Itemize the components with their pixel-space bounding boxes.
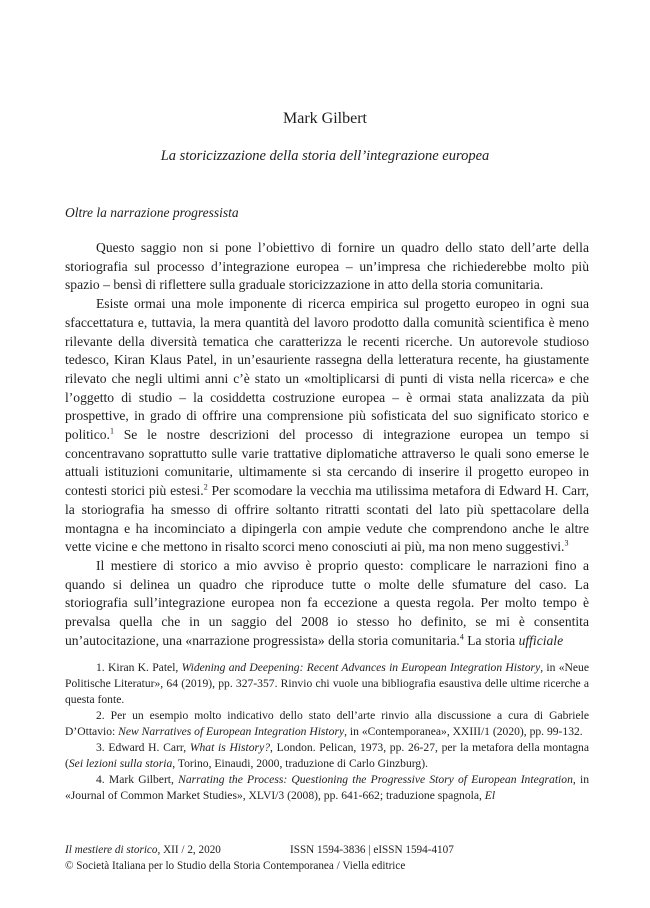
- footnote-4-title-1: Narrating the Process: Questioning the Progressive Story of European Integration: [178, 773, 573, 786]
- footnote-4-text-b: , in «Journal of Common Market Studies», XLVI/3 (2008), pp. 641-662; traduzione spagnola,: [65, 773, 589, 802]
- paragraph-2-text-a: Esiste ormai una mole imponente di ricerca empirica sul progetto europeo in ogni sua sfaccettatura e, tuttavia, la mera quantità del lavoro prodotto dalla comunità scientifica è meno rilevante della diversità tematica che caratterizza le recenti ricerche. Un autorevole studioso tedesco, Kiran Klaus Patel, in un’esauriente rassegna della letteratura recente, ha giustamente rilevato che negli ultimi anni c’è stato un «moltiplicarsi di punti di vista nella ricerca» e che l’oggetto di studio – la cosiddetta costruzione europea – è ormai stata analizzata da più prospettive, in grado di offrire una comprensione più sofisticata del suo significato storico e politico.: [65, 296, 589, 443]
- footnote-ref-1[interactable]: 1: [109, 426, 114, 436]
- footnote-1: [65, 660, 589, 708]
- page-footer: [65, 842, 589, 874]
- footnote-ref-3[interactable]: 3: [564, 538, 569, 548]
- copyright-text: © Società Italiana per lo Studio della Storia Contemporanea / Viella editrice: [65, 860, 406, 872]
- footnote-3: [65, 740, 589, 772]
- footnote-4-title-2: El: [484, 789, 496, 802]
- author-name: Mark Gilbert: [283, 110, 367, 127]
- paragraph-1: [65, 239, 589, 295]
- footnote-3-text-a: 3. Edward H. Carr,: [96, 741, 190, 754]
- paragraph-2-text-b: Se le nostre descrizioni del processo di integrazione europea un tempo si concentravano soprattutto sulle varie trattative diplomatiche attraverso le quali sono emerse le attuali istituzioni comunitarie, ultimamente si sta cercando di inserire il progetto europeo in contesti storici più estesi.: [65, 427, 589, 499]
- section-heading: Oltre la narrazione progressista: [65, 205, 239, 220]
- footnote-4-text-a: 4. Mark Gilbert,: [96, 773, 179, 786]
- footnote-1-text-a: 1. Kiran K. Patel,: [96, 661, 182, 674]
- journal-name: Il mestiere di storico: [65, 844, 158, 856]
- footnote-ref-4[interactable]: 4: [459, 632, 464, 642]
- paragraph-2-text-c: Per scomodare la vecchia ma utilissima metafora di Edward H. Carr, la storiografia ha smesso di offrire soltanto ritratti scontati del lato più spettacolare della montagna e ha incominciato a dipingerla con ampie vedute che comprendono anche le altre vette vicine e che mettono in risalto scorci meno conosciuti ai più, ma non meno suggestivi.: [65, 483, 589, 555]
- footnotes: [65, 660, 589, 804]
- footnote-1-title: Widening and Deepening: Recent Advances in European Integration History: [181, 661, 541, 674]
- paragraph-3-text-b: La storia: [463, 632, 519, 648]
- footnote-ref-2[interactable]: 2: [203, 482, 208, 492]
- footer-journal-line: [65, 842, 589, 858]
- body-text: [65, 239, 589, 650]
- issn-text: ISSN 1594-3836 | eISSN 1594-4107: [290, 844, 454, 856]
- footnote-2-text-a: 2. Per un esempio molto indicativo dello stato dell’arte rinvio alla discussione a cura di Gabriele D’Ottavio:: [65, 709, 589, 738]
- footnote-3-title-1: What is History?: [189, 741, 271, 754]
- paragraph-3-italic: ufficiale: [518, 632, 564, 648]
- paragraph-2: [65, 295, 589, 557]
- footnote-4: [65, 772, 589, 804]
- footnote-1-text-b: , in «Neue Politische Literatur», 64 (2019), pp. 327-357. Rinvio chi vuole una bibliografia esaustiva delle ultime ricerche a questa fonte.: [65, 661, 589, 706]
- footnote-3-text-b: , London. Pelican, 1973, pp. 26-27, per la metafora della montagna (: [65, 741, 590, 770]
- footnote-2: [65, 708, 589, 740]
- footnote-3-title-2: Sei lezioni sulla storia: [68, 757, 173, 770]
- footnote-2-title: New Narratives of European Integration History: [118, 725, 345, 738]
- paragraph-3-text-a: Il mestiere di storico a mio avviso è proprio questo: complicare le narrazioni fino a quando si delinea un quadro che riproduce tutte o molte delle sfumature del caso. La storiografia sull’integrazione europea non fa eccezione a questa regola. Per molto tempo è prevalsa quella che in un saggio del 2008 io stesso ho definito, se mi è consentita un’autocitazione, una «narrazione progressista» della storia comunitaria.: [65, 557, 589, 648]
- paragraph-1-text: Questo saggio non si pone l’obiettivo di fornire un quadro dello stato dell’arte della storiografia sul processo d’integrazione europea – un’impresa che richiederebbe molto più spazio – bensì di riflettere sulla graduale storicizzazione in atto della storia comunitaria.: [65, 240, 589, 293]
- footnote-2-text-b: , in «Contemporanea», XXIII/1 (2020), pp. 99-132.: [344, 725, 583, 738]
- article-title: La storicizzazione della storia dell’integrazione europea: [160, 148, 490, 164]
- journal-issue: , XII / 2, 2020: [157, 844, 221, 856]
- paragraph-3: [65, 557, 589, 651]
- footnote-3-text-c: , Torino, Einaudi, 2000, traduzione di Carlo Ginzburg).: [172, 757, 428, 770]
